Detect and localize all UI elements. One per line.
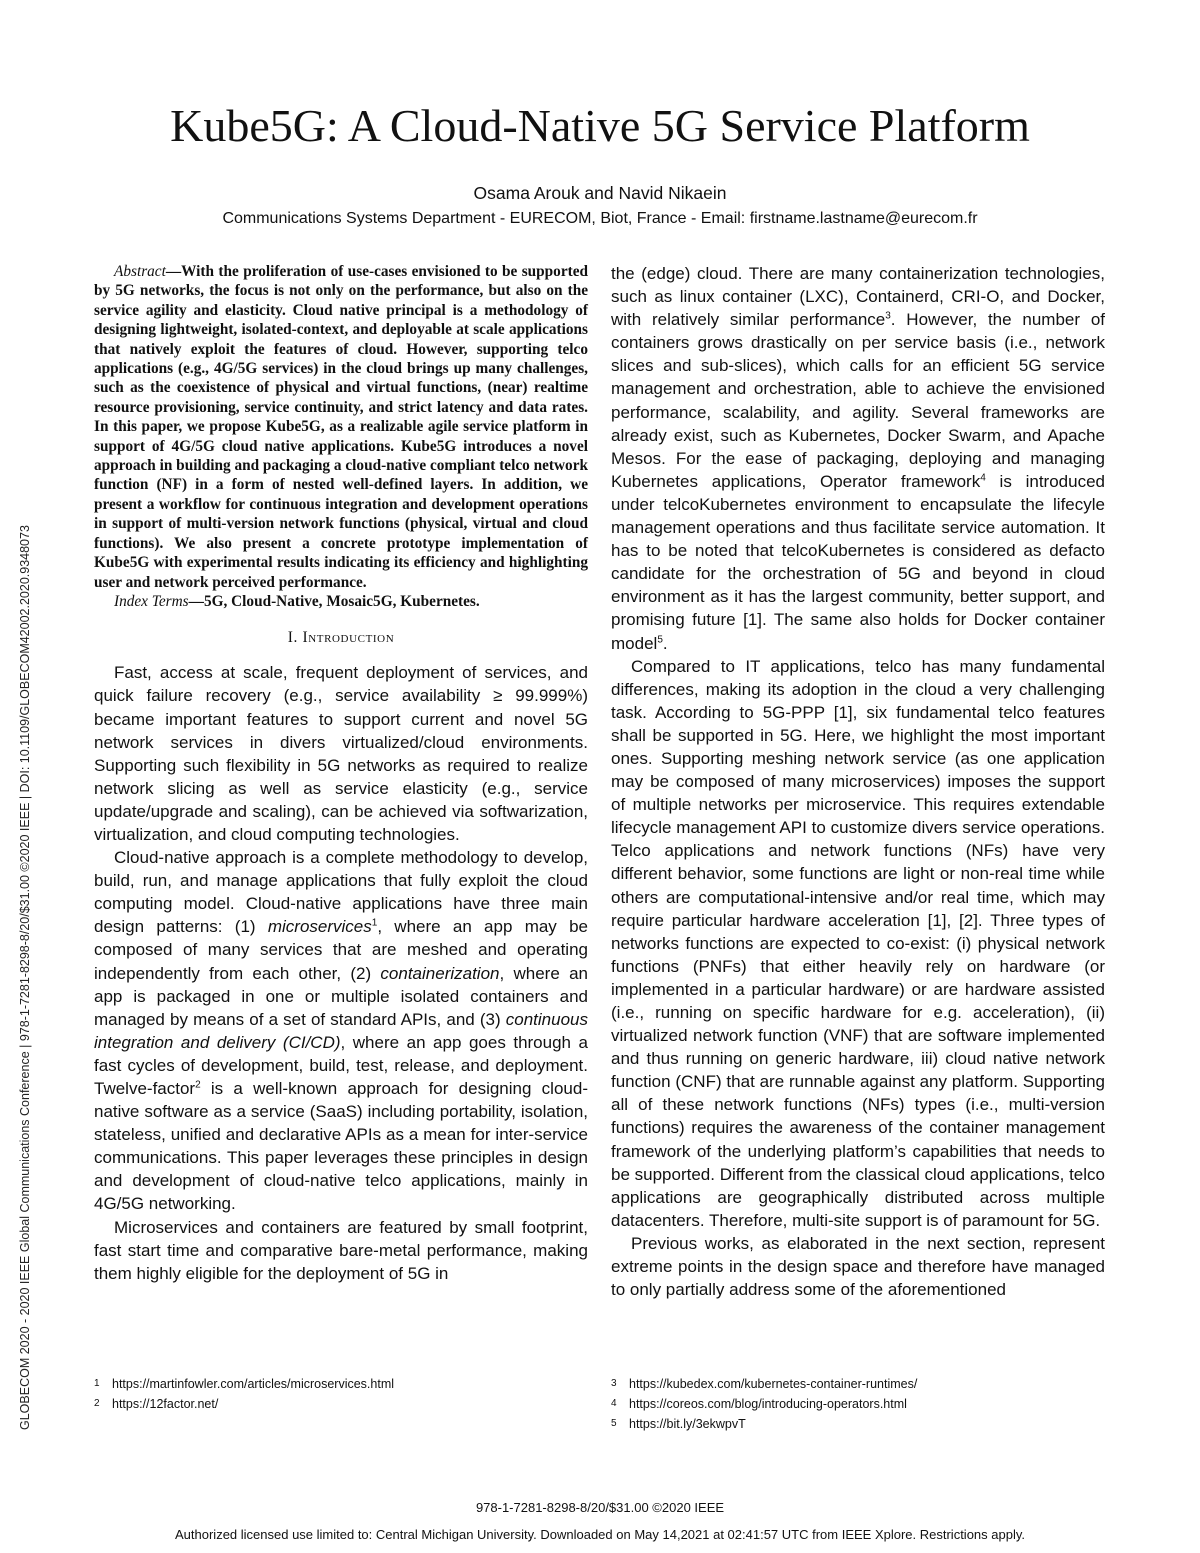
footnote-link[interactable]: https://12factor.net/ xyxy=(112,1397,219,1411)
footnote-link[interactable]: https://kubedex.com/kubernetes-container-runtimes/ xyxy=(629,1377,918,1391)
text-span: the (edge) cloud. There are many containerization technologies, such as linux container (LXC), Containerd, CRI-O, and Docker, with relatively similar performance xyxy=(611,264,1105,330)
emphasis: continuous integration and delivery (CI/CD) xyxy=(94,1009,588,1052)
emphasis: microservices xyxy=(267,917,372,937)
intro-paragraph-2 xyxy=(94,846,588,1216)
footnote xyxy=(611,1374,1105,1394)
index-terms-text: —5G, Cloud-Native, Mosaic5G, Kubernetes. xyxy=(188,592,480,610)
footnotes-left xyxy=(94,1374,588,1414)
footnote-ref: 5 xyxy=(657,633,663,645)
footnote-ref: 1 xyxy=(371,917,378,929)
section-heading-introduction: I. Introduction xyxy=(287,629,395,647)
footnote-link[interactable]: https://bit.ly/3ekwpvT xyxy=(629,1417,746,1431)
footnote-ref: 2 xyxy=(195,1079,201,1091)
doi-sidebar: GLOBECOM 2020 - 2020 IEEE Global Communications Conference | 978-1-7281-8298-8/20/$31.00 ©2020 IEEE | DOI: 10.1109/GLOBECOM42002.2020.9348073 xyxy=(18,525,32,1430)
footnote-link[interactable]: https://coreos.com/blog/introducing-operators.html xyxy=(629,1397,907,1411)
right-paragraph-1 xyxy=(611,262,1105,655)
text-span: , where an app is packaged in one or multiple isolated containers and managed by means of a set of standard APIs, and (3) xyxy=(94,963,588,1029)
abstract-lead: Abstract xyxy=(114,263,166,280)
footer-copyright: 978-1-7281-8298-8/20/$31.00 ©2020 IEEE xyxy=(475,1500,725,1515)
footnote-number: 4 xyxy=(611,1398,617,1409)
emphasis: containerization xyxy=(380,963,500,983)
footnote xyxy=(94,1394,588,1414)
paper-title: Kube5G: A Cloud-Native 5G Service Platform xyxy=(170,100,1030,151)
footnote-ref: 3 xyxy=(885,310,891,322)
footnote xyxy=(611,1394,1105,1414)
footnote-number: 3 xyxy=(611,1378,617,1389)
index-terms xyxy=(94,592,588,611)
text-span: , where an app may be composed of many services that are meshed and operating independently from each other, (2) xyxy=(94,917,588,983)
right-paragraph-3: Previous works, as elaborated in the next section, represent extreme points in the design space and therefore have managed to only partially address some of the aforementioned xyxy=(611,1233,1105,1300)
footer-license: Authorized licensed use limited to: Central Michigan University. Downloaded on May 14,2021 at 02:41:57 UTC from IEEE Xplore. Restrictions apply. xyxy=(175,1527,1025,1542)
affiliation: Communications Systems Department - EURECOM, Biot, France - Email: firstname.lastname@eurecom.fr xyxy=(222,210,978,227)
right-column xyxy=(611,262,1105,1301)
footnote-number: 2 xyxy=(94,1398,100,1409)
abstract xyxy=(94,262,588,592)
text-span: is introduced under telcoKubernetes environment to encapsulate the lifecyle management operations and thus facilitate service automation. It has to be noted that telcoKubernetes is considered as defacto candidate for the orchestration of 5G and beyond in cloud environment as it has the largest community, better support, and promising future [1]. The same also holds for Docker container model xyxy=(611,471,1105,653)
footnote-number: 5 xyxy=(611,1418,617,1429)
footnote xyxy=(94,1374,588,1394)
text-span: . xyxy=(662,633,668,653)
intro-paragraph-1: Fast, access at scale, frequent deployment of services, and quick failure recovery (e.g., service availability ≥ 99.999%) became important features to support current and novel 5G network services in divers virtualized/cloud environments. Supporting such flexibility in 5G networks as required to realize network slicing as well as service elasticity (e.g., service update/upgrade and scaling), can be achieved via softwarization, virtualization, and cloud computing technologies. xyxy=(94,663,588,844)
left-column xyxy=(94,262,588,1285)
footnote-link[interactable]: https://martinfowler.com/articles/microservices.html xyxy=(112,1377,395,1391)
index-terms-lead: Index Terms xyxy=(114,592,189,610)
intro-paragraph-3: Microservices and containers are featured by small footprint, fast start time and comparative bare-metal performance, making them highly eligible for the deployment of 5G in xyxy=(94,1217,588,1283)
footnote-ref: 4 xyxy=(980,472,986,484)
text-span: Cloud-native approach is a complete methodology to develop, build, run, and manage applications that fully exploit the cloud computing model. Cloud-native applications have three main design patterns: (1) xyxy=(94,848,588,937)
abstract-text: —With the proliferation of use-cases envisioned to be supported by 5G networks, the focus is not only on the performance, but also on the service agility and elasticity. Cloud native principal is a methodology of designing lightweight, isolated-context, and deployable at scale applications that natively exploit the features of cloud. However, supporting telco applications (e.g., 4G/5G services) in the cloud brings up many challenges, such as the coexistence of physical and virtual functions, (near) realtime resource provisioning, service continuity, and strict latency and data rates. In this paper, we propose Kube5G, as a realizable agile service platform in support of 4G/5G cloud native applications. Kube5G introduces a novel approach in building and packaging a cloud-native compliant telco network function (NF) in a form of nested well-defined layers. In addition, we present a workflow for continuous integration and development operations in support of multi-version network functions (physical, virtual and cloud functions). We also present a concrete prototype implementation of Kube5G with experimental results indicating its efficiency and highlighting user and network perceived performance. xyxy=(94,263,588,591)
text-span: , where an app goes through a fast cycles of development, build, test, release, and deployment. Twelve-factor xyxy=(94,1032,588,1098)
right-paragraph-2: Compared to IT applications, telco has many fundamental differences, making its adoption in the cloud a very challenging task. According to 5G-PPP [1], six fundamental telco features shall be supported in 5G. Here, we highlight the most important ones. Supporting meshing network service (as one application may be composed of many microservices) imposes the support of multiple networks per microservice. This requires extendable lifecycle management API to customize divers service operations. Telco applications and network functions (NFs) have very different behavior, some functions are light or non-real time while others are computational-intensive and/or real time, which may require particular hardware acceleration [1], [2]. Three types of networks functions are expected to co-exist: (i) physical network functions (PNFs) that either heavily rely on hardware (or implemented in a particular hardware) or are hardware assisted (i.e., running on specific hardware for e.g. acceleration), (ii) virtualized network function (VNF) that are software implemented and thus running on generic hardware, iii) cloud native network function (CNF) that are runnable against any platform. Supporting all of these network functions (NFs) types (i.e., multi-version functions) requires the awareness of the container management framework of the underlying platform’s capabilities that needs to be supported. Different from the classical cloud applications, telco applications are geographically distributed across multiple datacenters. Therefore, multi-site support is of paramount for 5G. xyxy=(611,656,1105,1230)
footnote-number: 1 xyxy=(94,1378,100,1389)
footnote xyxy=(611,1414,1105,1434)
footnotes-right xyxy=(611,1374,1105,1434)
authors: Osama Arouk and Navid Nikaein xyxy=(473,183,727,203)
text-span: is a well-known approach for designing cloud-native software as a service (SaaS) including portability, isolation, stateless, unified and declarative APIs as a mean for inter-service communications. This paper leverages these principles in design and development of cloud-native telco applications, mainly in 4G/5G networking. xyxy=(94,1079,588,1214)
text-span: . However, the number of containers grows drastically on per service basis (i.e., network slices and sub-slices), which calls for an efficient 5G service management and orchestration, able to achieve the envisioned performance, scalability, and agility. Several frameworks are already exist, such as Kubernetes, Docker Swarm, and Apache Mesos. For the ease of packaging, deploying and managing Kubernetes applications, Operator framework xyxy=(611,310,1105,491)
